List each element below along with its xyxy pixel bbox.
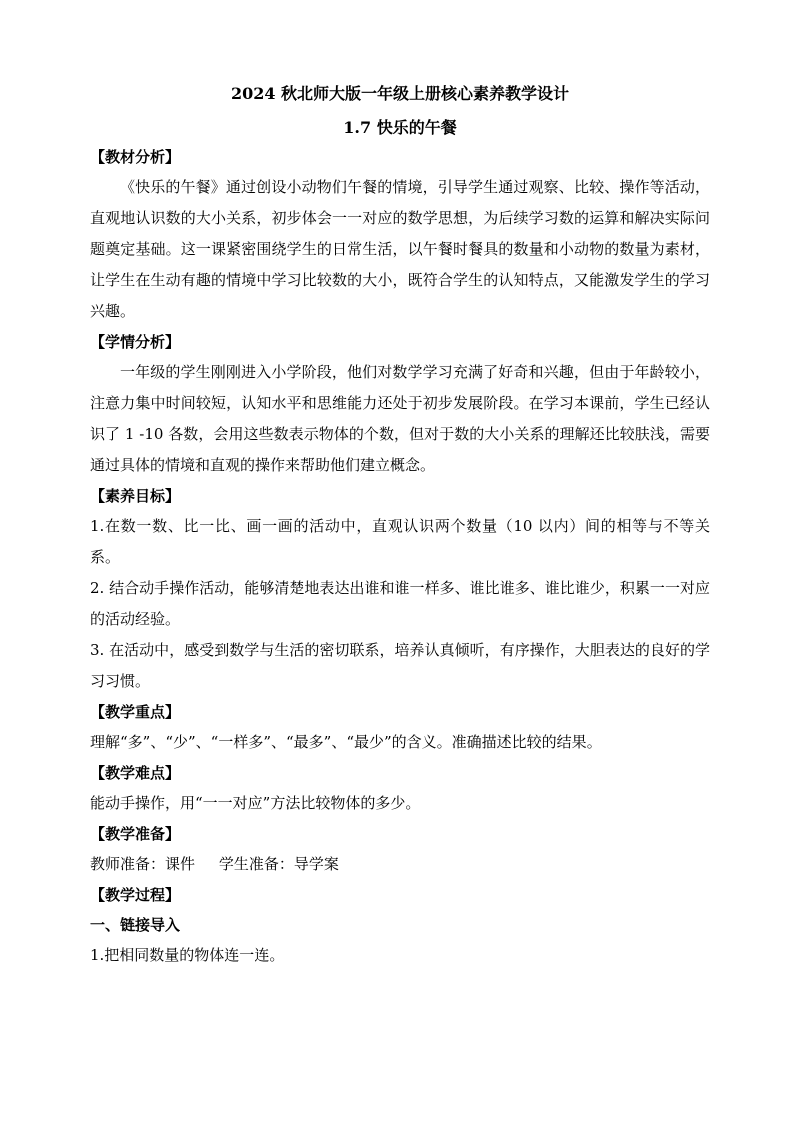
goal-item: 1.在数一数、比一比、画一画的活动中，直观认识两个数量（10 以内）间的相等与不等关系。 [90, 517, 710, 566]
document-page [90, 78, 710, 971]
section-difficulties [90, 758, 710, 819]
section-heading: 【素养目标】 [90, 487, 181, 505]
section-paragraph: 理解“多”、“少”、“一样多”、“最多”、“最少”的含义。准确描述比较的结果。 [90, 733, 602, 751]
section-heading: 【教学难点】 [90, 764, 181, 782]
section-paragraph: 1.把相同数量的物体连一连。 [90, 946, 285, 964]
goal-item: 3. 在活动中，感受到数学与生活的密切联系，培养认真倾听，有序操作，大胆表达的良好的学习习惯。 [90, 641, 710, 690]
section-literacy-goals [90, 481, 710, 697]
section-paragraph: 能动手操作，用“一一对应”方法比较物体的多少。 [90, 794, 421, 812]
document-title: 2024 秋北师大版一年级上册核心素养教学设计 [230, 84, 570, 103]
section-heading: 【教学准备】 [90, 825, 181, 843]
section-paragraph: 《快乐的午餐》通过创设小动物们午餐的情境，引导学生通过观察、比较、操作等活动，直观地认识数的大小关系，初步体会一一对应的数学思想，为后续学习数的运算和解决实际问题奠定基础。这一课紧密围绕学生的日常生活，以午餐时餐具的数量和小动物的数量为素材，让学生在生动有趣的情境中学习比较数的大小，既符合学生的认知特点，又能激发学生的学习兴趣。 [90, 178, 710, 320]
section-heading: 【教学过程】 [90, 886, 181, 904]
section-heading: 【教材分析】 [90, 148, 181, 166]
section-preparation [90, 819, 710, 880]
section-process [90, 880, 710, 971]
section-student-analysis [90, 327, 710, 481]
section-key-points [90, 697, 710, 758]
section-heading: 【学情分析】 [90, 333, 181, 351]
section-heading: 【教学重点】 [90, 703, 181, 721]
goal-item: 2. 结合动手操作活动，能够清楚地表达出谁和谁一样多、谁比谁多、谁比谁少，积累一一对应的活动经验。 [90, 579, 710, 628]
section-subheading: 一、链接导入 [90, 916, 181, 934]
section-textbook-analysis [90, 142, 710, 327]
lesson-title: 1.7 快乐的午餐 [343, 118, 457, 137]
section-paragraph: 一年级的学生刚刚进入小学阶段，他们对数学学习充满了好奇和兴趣，但由于年龄较小，注意力集中时间较短，认知水平和思维能力还处于初步发展阶段。在学习本课前，学生已经认识了 1 -10 各数，会用这些数表示物体的个数，但对于数的大小关系的理解还比较肤浅，需要通过具体的情境和直观的操作来帮助他们建立概念。 [90, 363, 710, 474]
section-paragraph: 教师准备：课件 学生准备：导学案 [90, 855, 339, 873]
